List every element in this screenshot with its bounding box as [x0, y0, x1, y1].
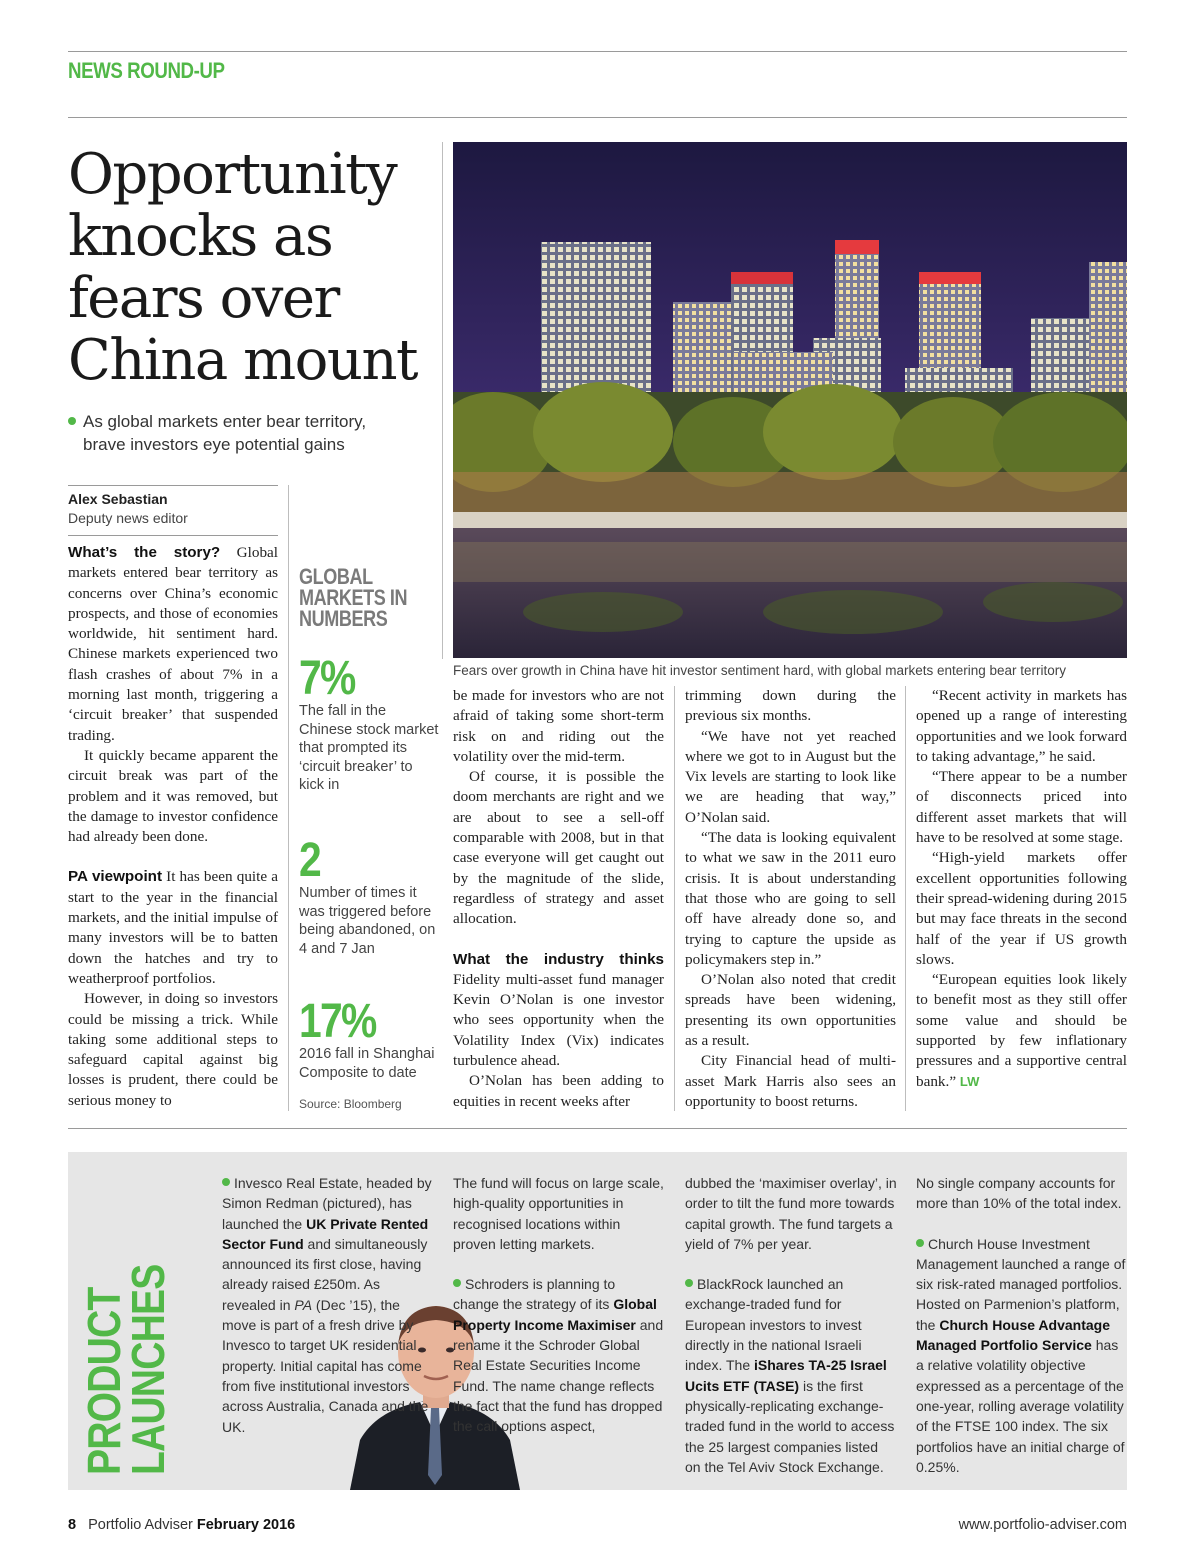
- author-name: Alex Sebastian: [68, 491, 168, 507]
- stat-item: [299, 654, 439, 795]
- footer-url[interactable]: www.portfolio-adviser.com: [958, 1517, 1127, 1533]
- paragraph: It quickly became apparent the circuit break was part of the problem and it was removed, but the damage to investor confidence had already been done.: [68, 746, 278, 846]
- article-col-2: [453, 686, 664, 1112]
- paragraph: trimming down during the previous six months.: [685, 687, 896, 725]
- paragraph: Of course, it is possible the doom merchants are right and we are about to see a sell-off comparable with 2008, but in that case everyone will get caught out by the magnitude of the slide, regardless of strategy and asset allocation.: [453, 768, 664, 928]
- section-tag: NEWS ROUND-UP: [68, 58, 225, 83]
- paragraph: “High-yield markets offer excellent opportunities following their spread-widening during 2015 but may face threats in the second half of the year if US growth slows.: [916, 849, 1127, 968]
- paragraph: O’Nolan also noted that credit spreads have been widening, presenting its own opportunities as a result.: [685, 971, 896, 1050]
- stat-description: The fall in the Chinese stock market that prompted its ‘circuit breaker’ to kick in: [299, 703, 439, 793]
- author-bottom-rule: [68, 535, 278, 536]
- col-divider: [674, 686, 675, 1111]
- col-divider: [905, 686, 906, 1111]
- byline: [68, 490, 188, 528]
- stat-item: [299, 836, 439, 958]
- publication-name: Portfolio Adviser: [88, 1517, 193, 1533]
- bullet-icon: [685, 1279, 693, 1287]
- paragraph: “The data is looking equivalent to what we saw in the 2011 euro crisis. It is about understanding that those who are going to sell off have already done so, and trying to capture the upside as policymakers step in.”: [685, 829, 896, 968]
- stats-title: GLOBAL MARKETS IN NUMBERS: [299, 564, 408, 631]
- paragraph: City Financial head of multi-asset Mark Harris also sees an opportunity to boost returns.: [685, 1052, 896, 1110]
- author-role: Deputy news editor: [68, 510, 188, 526]
- lead-pa-viewpoint: PA viewpoint: [68, 868, 162, 886]
- top-rule: [68, 51, 1127, 52]
- lead-whats-the-story: What’s the story?: [68, 544, 221, 561]
- standfirst-text: As global markets enter bear territory, brave investors eye potential gains: [83, 412, 367, 454]
- author-initials: LW: [959, 1073, 980, 1089]
- bullet-icon: [222, 1178, 230, 1186]
- launch-col-2: The fund will focus on large scale, high-quality opportunities in recognised locations within proven letting markets. Schroders is planning to change the strategy of its Global Property Income Maximiser and rename it the Schroder Global Real Estate Securities Income Fund. The name change reflects the fact that the fund has dropped the call options aspect,: [453, 1175, 664, 1435]
- photo-caption: Fears over growth in China have hit investor sentiment hard, with global markets entering bear territory: [453, 663, 1067, 678]
- stat-item: [299, 997, 439, 1082]
- article-end-rule: [68, 1128, 1127, 1129]
- paragraph: O’Nolan has been adding to equities in recent weeks after: [453, 1072, 664, 1110]
- bullet-icon: [68, 417, 76, 425]
- article-col-1: [68, 543, 278, 1111]
- stat-number: 7%: [299, 652, 355, 705]
- stats-divider: [288, 485, 289, 1111]
- stats-source: Source: Bloomberg: [299, 1097, 402, 1111]
- launch-col-4: No single company accounts for more than 10% of the total index. Church House Investment Management launched a range of six risk-rated managed portfolios. Hosted on Parmenion’s platform, the Church House Advantage Managed Portfolio Service has a relative volatility objective expressed as a percentage of the one-year, rolling average volatility of the FTSE 100 index. The six portfolios have an initial charge of 0.25%.: [916, 1175, 1126, 1475]
- launch-col-3: dubbed the ‘maximiser overlay’, in order to tilt the fund more towards capital growth. The fund targets a yield of 7% per year. BlackRock launched an exchange-traded fund for European investors to invest directly in the national Israeli index. The iShares TA-25 Israel Ucits ETF (TASE) is the first physically-replicating exchange-traded fund in the world to access the 25 largest companies listed on the Tel Aviv Stock Exchange.: [685, 1175, 897, 1475]
- section-rule: [68, 117, 1127, 118]
- stat-description: 2016 fall in Shanghai Composite to date: [299, 1046, 435, 1081]
- paragraph: Global markets entered bear territory as concerns over China’s economic prospects, and those of economies worldwide, hit sentiment hard. Chinese markets experienced two flash crashes of about 7% in a morning last month, triggering a ‘circuit breaker’ that suspended trading.: [68, 544, 278, 744]
- city-skyline-image: [453, 142, 1127, 658]
- stat-number: 2: [299, 834, 320, 887]
- launch-col-1: Invesco Real Estate, headed by Simon Redman (pictured), has launched the UK Private Rented Sector Fund and simultaneously announced its first close, having already raised £250m. As revealed in PA (Dec ’15), the move is part of a fresh drive by Invesco to target UK residential property. Initial capital has come from five institutional investors across Australia, Canada and the UK.: [222, 1175, 432, 1435]
- issue-month: February 2016: [196, 1517, 296, 1533]
- footer-left: [68, 1517, 295, 1533]
- paragraph: “European equities look likely to benefit most as they still offer some value and should be supported by few inflationary pressures and a supportive central bank.” LW: [916, 971, 1127, 1090]
- product-launches-title: PRODUCT LAUNCHES: [78, 1264, 174, 1475]
- author-top-rule: [68, 485, 278, 486]
- paragraph: “There appear to be a number of disconnects priced into different asset markets that will have to be resolved at some stage.: [916, 768, 1127, 847]
- stat-number: 17%: [299, 995, 376, 1048]
- hero-photo: [453, 142, 1127, 658]
- stat-description: Number of times it was triggered before being abandoned, on 4 and 7 Jan: [299, 885, 436, 957]
- paragraph: “We have not yet reached where we got to in August but the Vix levels are starting to look like we are heading that way,” O’Nolan said.: [685, 727, 896, 826]
- lead-industry-thinks: What the industry thinks: [453, 950, 664, 968]
- paragraph: Fidelity multi-asset fund manager Kevin O’Nolan is one investor who sees opportunity when the Volatility Index (Vix) indicates turbulence ahead.: [453, 970, 664, 1070]
- page-number: 8: [68, 1517, 77, 1533]
- article-col-4: [916, 686, 1127, 1092]
- headline-divider: [442, 142, 443, 659]
- paragraph: However, in doing so investors could be missing a trick. While taking some additional steps to safeguard capital against big losses is prudent, there could be serious money to: [68, 990, 278, 1109]
- bullet-icon: [453, 1279, 461, 1287]
- paragraph: It has been quite a start to the year in the financial markets, and the initial impulse of many investors will be to batten down the hatches and try to weatherproof portfolios.: [68, 868, 278, 987]
- bullet-icon: [916, 1239, 924, 1247]
- headline: Opportunity knocks as fears over China mount: [68, 142, 418, 393]
- standfirst: [68, 410, 413, 456]
- article-col-3: [685, 686, 896, 1112]
- paragraph: be made for investors who are not afraid of taking some short-term risk on and riding out the volatility over the mid-term.: [453, 687, 664, 765]
- paragraph: “Recent activity in markets has opened up a range of interesting opportunities and we look forward to taking advantage,” he said.: [916, 687, 1127, 765]
